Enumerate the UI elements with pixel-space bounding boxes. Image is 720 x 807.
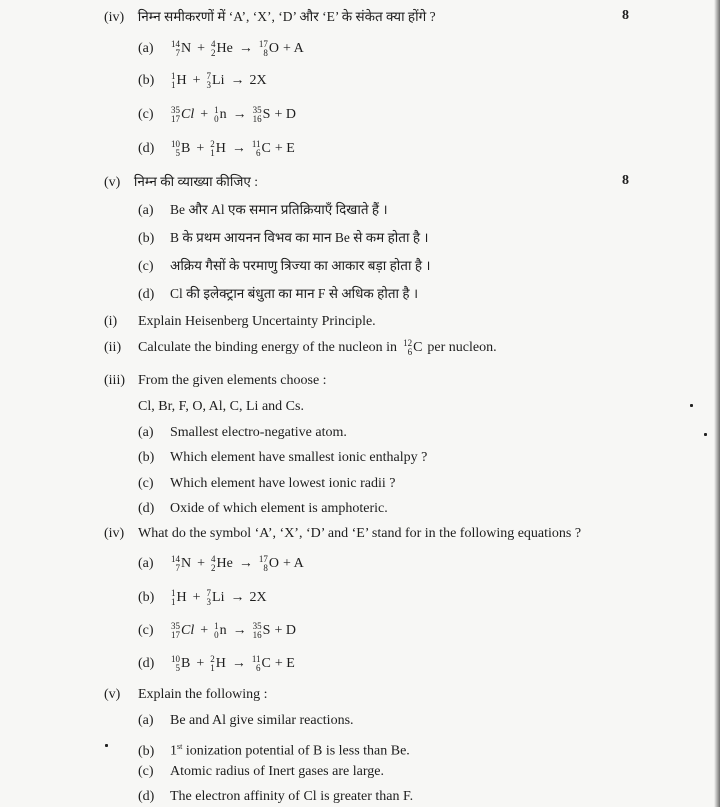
english-eq-a: (a) 14 7 N + 4 2 He → 17 8 O + A — [138, 554, 304, 573]
eq-label: (a) — [138, 41, 154, 56]
question-number: (iii) — [104, 373, 125, 388]
nuclide: 11 6 C — [251, 139, 271, 158]
hindi-q5-item-c: (c) अक्रिय गैसों के परमाणु त्रिज्या का आकार बड़ा होता है । — [138, 258, 431, 274]
nuclide: 7 3 Li — [206, 71, 225, 90]
english-eq-b: (b) 1 1 H + 7 3 Li → 2X — [138, 588, 267, 607]
english-q3 — [104, 372, 327, 390]
question-number: (iv) — [104, 526, 125, 541]
question-text: Calculate the binding energy of the nucleon in — [138, 340, 398, 355]
nuclide: 35 16 S — [252, 621, 271, 640]
nuclide: 35 17 Cl — [171, 621, 195, 640]
question-number: (v) — [104, 687, 121, 702]
question-text: Explain the following : — [138, 687, 268, 702]
english-q3-elements: Cl, Br, F, O, Al, C, Li and Cs. — [138, 399, 304, 414]
english-q4 — [104, 525, 581, 543]
eq-label: (d) — [138, 656, 155, 671]
english-q3-item-b: (b) Which element have smallest ionic enthalpy ? — [138, 450, 428, 465]
scan-speck — [105, 744, 108, 747]
marks: 8 — [622, 173, 629, 188]
eq-label: (c) — [138, 107, 154, 122]
hindi-eq-d: (d) 10 5 B + 2 1 H → 11 6 C + E — [138, 139, 295, 158]
question-text: From the given elements choose : — [138, 373, 327, 388]
nuclide: 10 5 B — [171, 139, 191, 158]
english-q2: (ii) Calculate the binding energy of the nucleon in 12 6 C per nucleon. — [104, 338, 497, 357]
nuclide: 1 1 H — [171, 588, 187, 607]
eq-label: (d) — [138, 141, 155, 156]
nuclide: 2 1 H — [210, 654, 226, 673]
hindi-q5-item-a: (a) Be और Al एक समान प्रतिक्रियाएँ दिखाते हैं । — [138, 202, 388, 218]
nuclide: 7 3 Li — [206, 588, 225, 607]
question-number: (i) — [104, 314, 118, 329]
scan-speck — [690, 404, 693, 407]
nuclide: 35 17 Cl — [171, 105, 195, 124]
english-q5-item-c: (c) Atomic radius of Inert gases are large. — [138, 764, 384, 779]
question-text: निम्न समीकरणों में ‘A’, ‘X’, ‘D’ और ‘E’ के संकेत क्या होंगे ? — [137, 9, 436, 24]
eq-label: (b) — [138, 73, 155, 88]
hindi-eq-c: (c) 35 17 Cl + 1 0 n → 35 16 S + D — [138, 105, 296, 124]
nuclide: 1 0 n — [214, 621, 227, 640]
nuclide: 17 8 O — [258, 39, 279, 58]
nuclide: 35 16 S — [252, 105, 271, 124]
english-q1 — [104, 313, 376, 331]
nuclide: 10 5 B — [171, 654, 191, 673]
hindi-eq-a: (a) 14 7 N + 4 2 He → 17 8 O + A — [138, 39, 304, 58]
nuclide: 4 2 He — [211, 39, 233, 58]
english-q3-item-c: (c) Which element have lowest ionic radii ? — [138, 476, 396, 491]
nuclide: 2 1 H — [210, 139, 226, 158]
marks: 8 — [622, 8, 629, 23]
page-edge-shadow — [714, 0, 720, 807]
question-text: Explain Heisenberg Uncertainty Principle. — [138, 314, 376, 329]
scan-speck — [704, 433, 707, 436]
hindi-q5-item-b: (b) B के प्रथम आयनन विभव का मान Be से कम होता है । — [138, 230, 429, 246]
question-text: What do the symbol ‘A’, ‘X’, ‘D’ and ‘E’ stand for in the following equations ? — [138, 526, 582, 541]
nuclide: 14 7 N — [171, 554, 192, 573]
nuclide: 11 6 C — [251, 654, 271, 673]
english-q5 — [104, 686, 267, 704]
nuclide: 1 1 H — [171, 71, 187, 90]
eq-label: (a) — [138, 556, 154, 571]
nuclide: 4 2 He — [211, 554, 233, 573]
english-q5-item-b: (b) 1st ionization potential of B is less than Be. — [138, 742, 410, 759]
english-eq-c: (c) 35 17 Cl + 1 0 n → 35 16 S + D — [138, 621, 296, 640]
english-q5-item-a: (a) Be and Al give similar reactions. — [138, 713, 354, 728]
english-eq-d: (d) 10 5 B + 2 1 H → 11 6 C + E — [138, 654, 295, 673]
hindi-q5 — [104, 173, 258, 192]
hindi-q4 — [104, 8, 436, 27]
hindi-q5-item-d: (d) Cl की इलेक्ट्रान बंधुता का मान F से अधिक होता है । — [138, 286, 419, 302]
eq-label: (c) — [138, 623, 154, 638]
eq-label: (b) — [138, 590, 155, 605]
question-number: (iv) — [104, 10, 125, 25]
english-q3-item-a: (a) Smallest electro-negative atom. — [138, 425, 347, 440]
nuclide: 14 7 N — [171, 39, 192, 58]
question-text: निम्न की व्याख्या कीजिए : — [133, 174, 258, 189]
english-q5-item-d: (d) The electron affinity of Cl is greater than F. — [138, 789, 414, 804]
hindi-eq-b: (b) 1 1 H + 7 3 Li → 2X — [138, 71, 267, 90]
english-q3-item-d: (d) Oxide of which element is amphoteric. — [138, 501, 388, 516]
question-number: (v) — [104, 175, 121, 190]
nuclide: 12 6 C — [403, 338, 423, 357]
nuclide: 17 8 O — [258, 554, 279, 573]
nuclide: 1 0 n — [214, 105, 227, 124]
question-number: (ii) — [104, 340, 122, 355]
